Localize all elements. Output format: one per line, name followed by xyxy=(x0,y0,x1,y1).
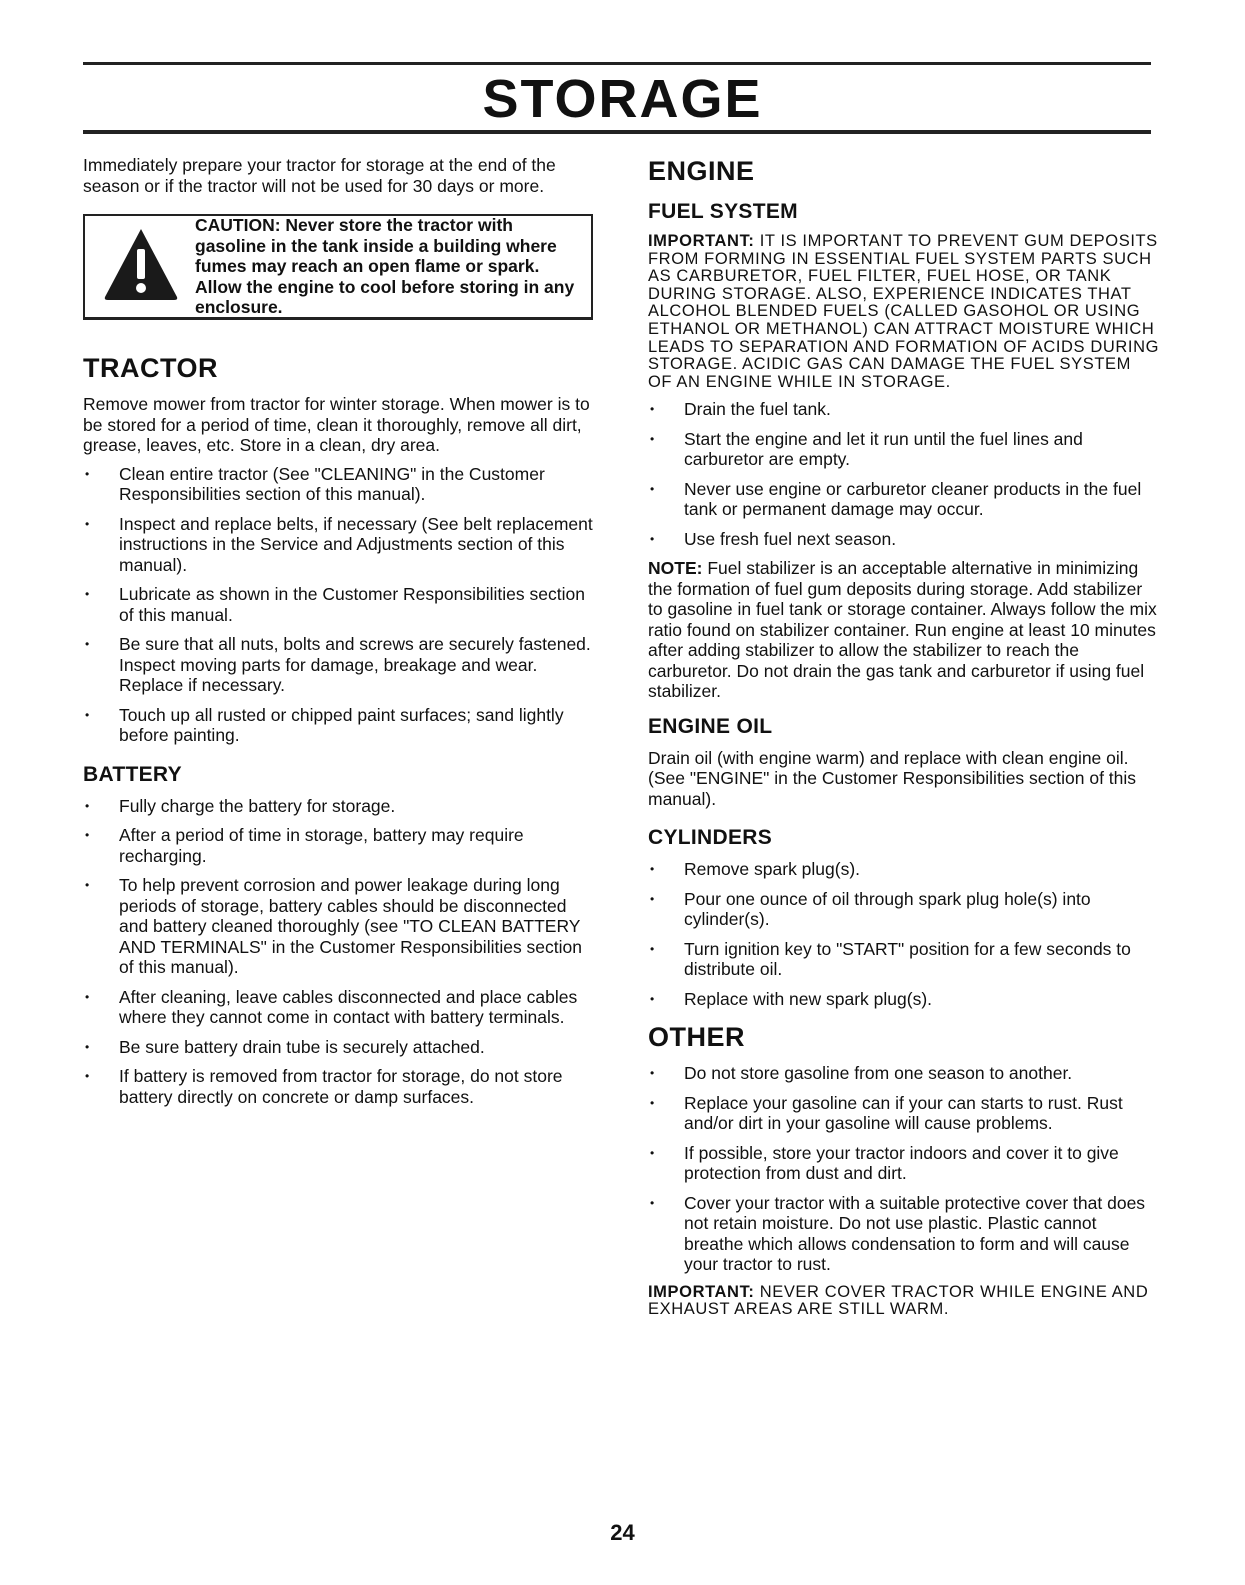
tractor-paragraph: Remove mower from tractor for winter storage. When mower is to be stored for a period of time, clean it thoroughly, remove all dirt, grease, leaves, etc. Store in a clean, dry area. xyxy=(83,394,590,455)
list-item: • Remove spark plug(s). xyxy=(648,859,1160,880)
fuel-list xyxy=(648,399,1160,549)
engine-oil-paragraph: Drain oil (with engine warm) and replace with clean engine oil. (See "ENGINE" in the Customer Responsibilities section of this manual). xyxy=(648,747,1137,809)
list-item: • Turn ignition key to "START" position for a few seconds to distribute oil. xyxy=(648,939,1160,980)
page-title: STORAGE xyxy=(482,69,763,129)
battery-list xyxy=(83,796,593,1108)
tractor-heading: TRACTOR xyxy=(83,353,218,383)
list-item: • Do not store gasoline from one season to another. xyxy=(648,1063,1160,1084)
list-item: • Clean entire tractor (See "CLEANING" in the Customer Responsibilities section of this manual). xyxy=(83,464,593,505)
list-item: • Cover your tractor with a suitable protective cover that does not retain moisture. Do not use plastic. Plastic cannot breathe which allows condensation to form and will cause your tractor to rust. xyxy=(648,1193,1160,1275)
note-text: Fuel stabilizer is an acceptable alternative in minimizing the formation of fuel gum deposits during storage. Add stabilizer to gasoline in fuel tank or storage container. Always follow the mix ratio found on stabilizer container. Run engine at least 10 minutes after adding stabilizer to allow the stabilizer to reach the carburetor. Do not drain the gas tank and carburetor if using fuel stabilizer. xyxy=(648,558,1157,702)
list-item: • Pour one ounce of oil through spark plug hole(s) into cylinder(s). xyxy=(648,889,1160,930)
list-item: • Lubricate as shown in the Customer Responsibilities section of this manual. xyxy=(83,584,593,625)
left-column xyxy=(83,155,593,1116)
caution-text: CAUTION: Never store the tractor with gasoline in the tank inside a building where fumes may reach an open flame or spark. Allow the engine to cool before storing in any enclosure. xyxy=(195,215,575,318)
important-label: IMPORTANT: xyxy=(648,232,755,250)
list-item: • Replace with new spark plug(s). xyxy=(648,989,1160,1010)
title-rule xyxy=(83,130,1151,134)
important-text: NEVER COVER TRACTOR WHILE ENGINE AND EXHAUST AREAS ARE STILL WARM. xyxy=(648,1282,1149,1319)
page-number: 24 xyxy=(610,1520,635,1545)
top-rule xyxy=(83,62,1151,65)
list-item: • Fully charge the battery for storage. xyxy=(83,796,593,817)
note-paragraph xyxy=(648,558,1160,702)
list-item: • Be sure battery drain tube is securely attached. xyxy=(83,1037,593,1058)
list-item: • After cleaning, leave cables disconnected and place cables where they cannot come in contact with battery terminals. xyxy=(83,987,593,1028)
tractor-list xyxy=(83,464,593,746)
list-item: • If possible, store your tractor indoors and cover it to give protection from dust and dirt. xyxy=(648,1143,1160,1184)
list-item: • To help prevent corrosion and power leakage during long periods of storage, battery cables should be disconnected and battery cleaned thoroughly (see "TO CLEAN BATTERY AND TERMINALS" in the Customer Responsibilities section of this manual). xyxy=(83,875,593,978)
list-item: • Never use engine or carburetor cleaner products in the fuel tank or permanent damage may occur. xyxy=(648,479,1160,520)
note-label: NOTE: xyxy=(648,558,703,579)
cylinders-heading: CYLINDERS xyxy=(648,826,773,850)
intro-paragraph: Immediately prepare your tractor for storage at the end of the season or if the tractor will not be used for 30 days or more. xyxy=(83,155,556,196)
engine-oil-heading: ENGINE OIL xyxy=(648,714,773,738)
list-item: • Use fresh fuel next season. xyxy=(648,529,1160,550)
list-item: • Be sure that all nuts, bolts and screws are securely fastened. Inspect moving parts for damage, breakage and wear. Replace if necessary. xyxy=(83,634,593,696)
important-label: IMPORTANT: xyxy=(648,1282,755,1301)
list-item: • Replace your gasoline can if your can starts to rust. Rust and/or dirt in your gasoline will cause problems. xyxy=(648,1093,1160,1134)
other-list xyxy=(648,1063,1160,1275)
caution-box xyxy=(83,214,593,320)
list-item: • Drain the fuel tank. xyxy=(648,399,1160,420)
list-item: • Touch up all rusted or chipped paint surfaces; sand lightly before painting. xyxy=(83,705,593,746)
fuel-important-paragraph xyxy=(648,233,1160,391)
other-important-paragraph xyxy=(648,1284,1160,1319)
warning-triangle-icon xyxy=(101,225,181,308)
engine-heading: ENGINE xyxy=(648,156,755,186)
cylinders-list xyxy=(648,859,1160,1009)
list-item: • Start the engine and let it run until the fuel lines and carburetor are empty. xyxy=(648,429,1160,470)
battery-heading: BATTERY xyxy=(83,762,182,786)
important-text: IT IS IMPORTANT TO PREVENT GUM DEPOSITS FROM FORMING IN ESSENTIAL FUEL SYSTEM PARTS SUCH AS CARBURETOR, FUEL FILTER, FUEL HOSE, OR TANK DURING STORAGE. ALSO, EXPERIENCE INDICATES THAT ALCOHOL BLENDED FUELS (CALLED GASOHOL OR USING ETHANOL OR METHANOL) CAN ATTRACT MOISTURE WHICH LEADS TO SEPARATION AND FORMATION OF ACIDS DURING STORAGE. ACIDIC GAS CAN DAMAGE THE FUEL SYSTEM OF AN ENGINE WHILE IN STORAGE. xyxy=(648,232,1160,391)
right-column xyxy=(648,155,1160,1319)
list-item: • Inspect and replace belts, if necessary (See belt replacement instructions in the Service and Adjustments section of this manual). xyxy=(83,514,593,576)
list-item: • If battery is removed from tractor for storage, do not store battery directly on concrete or damp surfaces. xyxy=(83,1066,593,1107)
list-item: • After a period of time in storage, battery may require recharging. xyxy=(83,825,593,866)
fuel-system-heading: FUEL SYSTEM xyxy=(648,200,798,223)
other-heading: OTHER xyxy=(648,1022,745,1053)
